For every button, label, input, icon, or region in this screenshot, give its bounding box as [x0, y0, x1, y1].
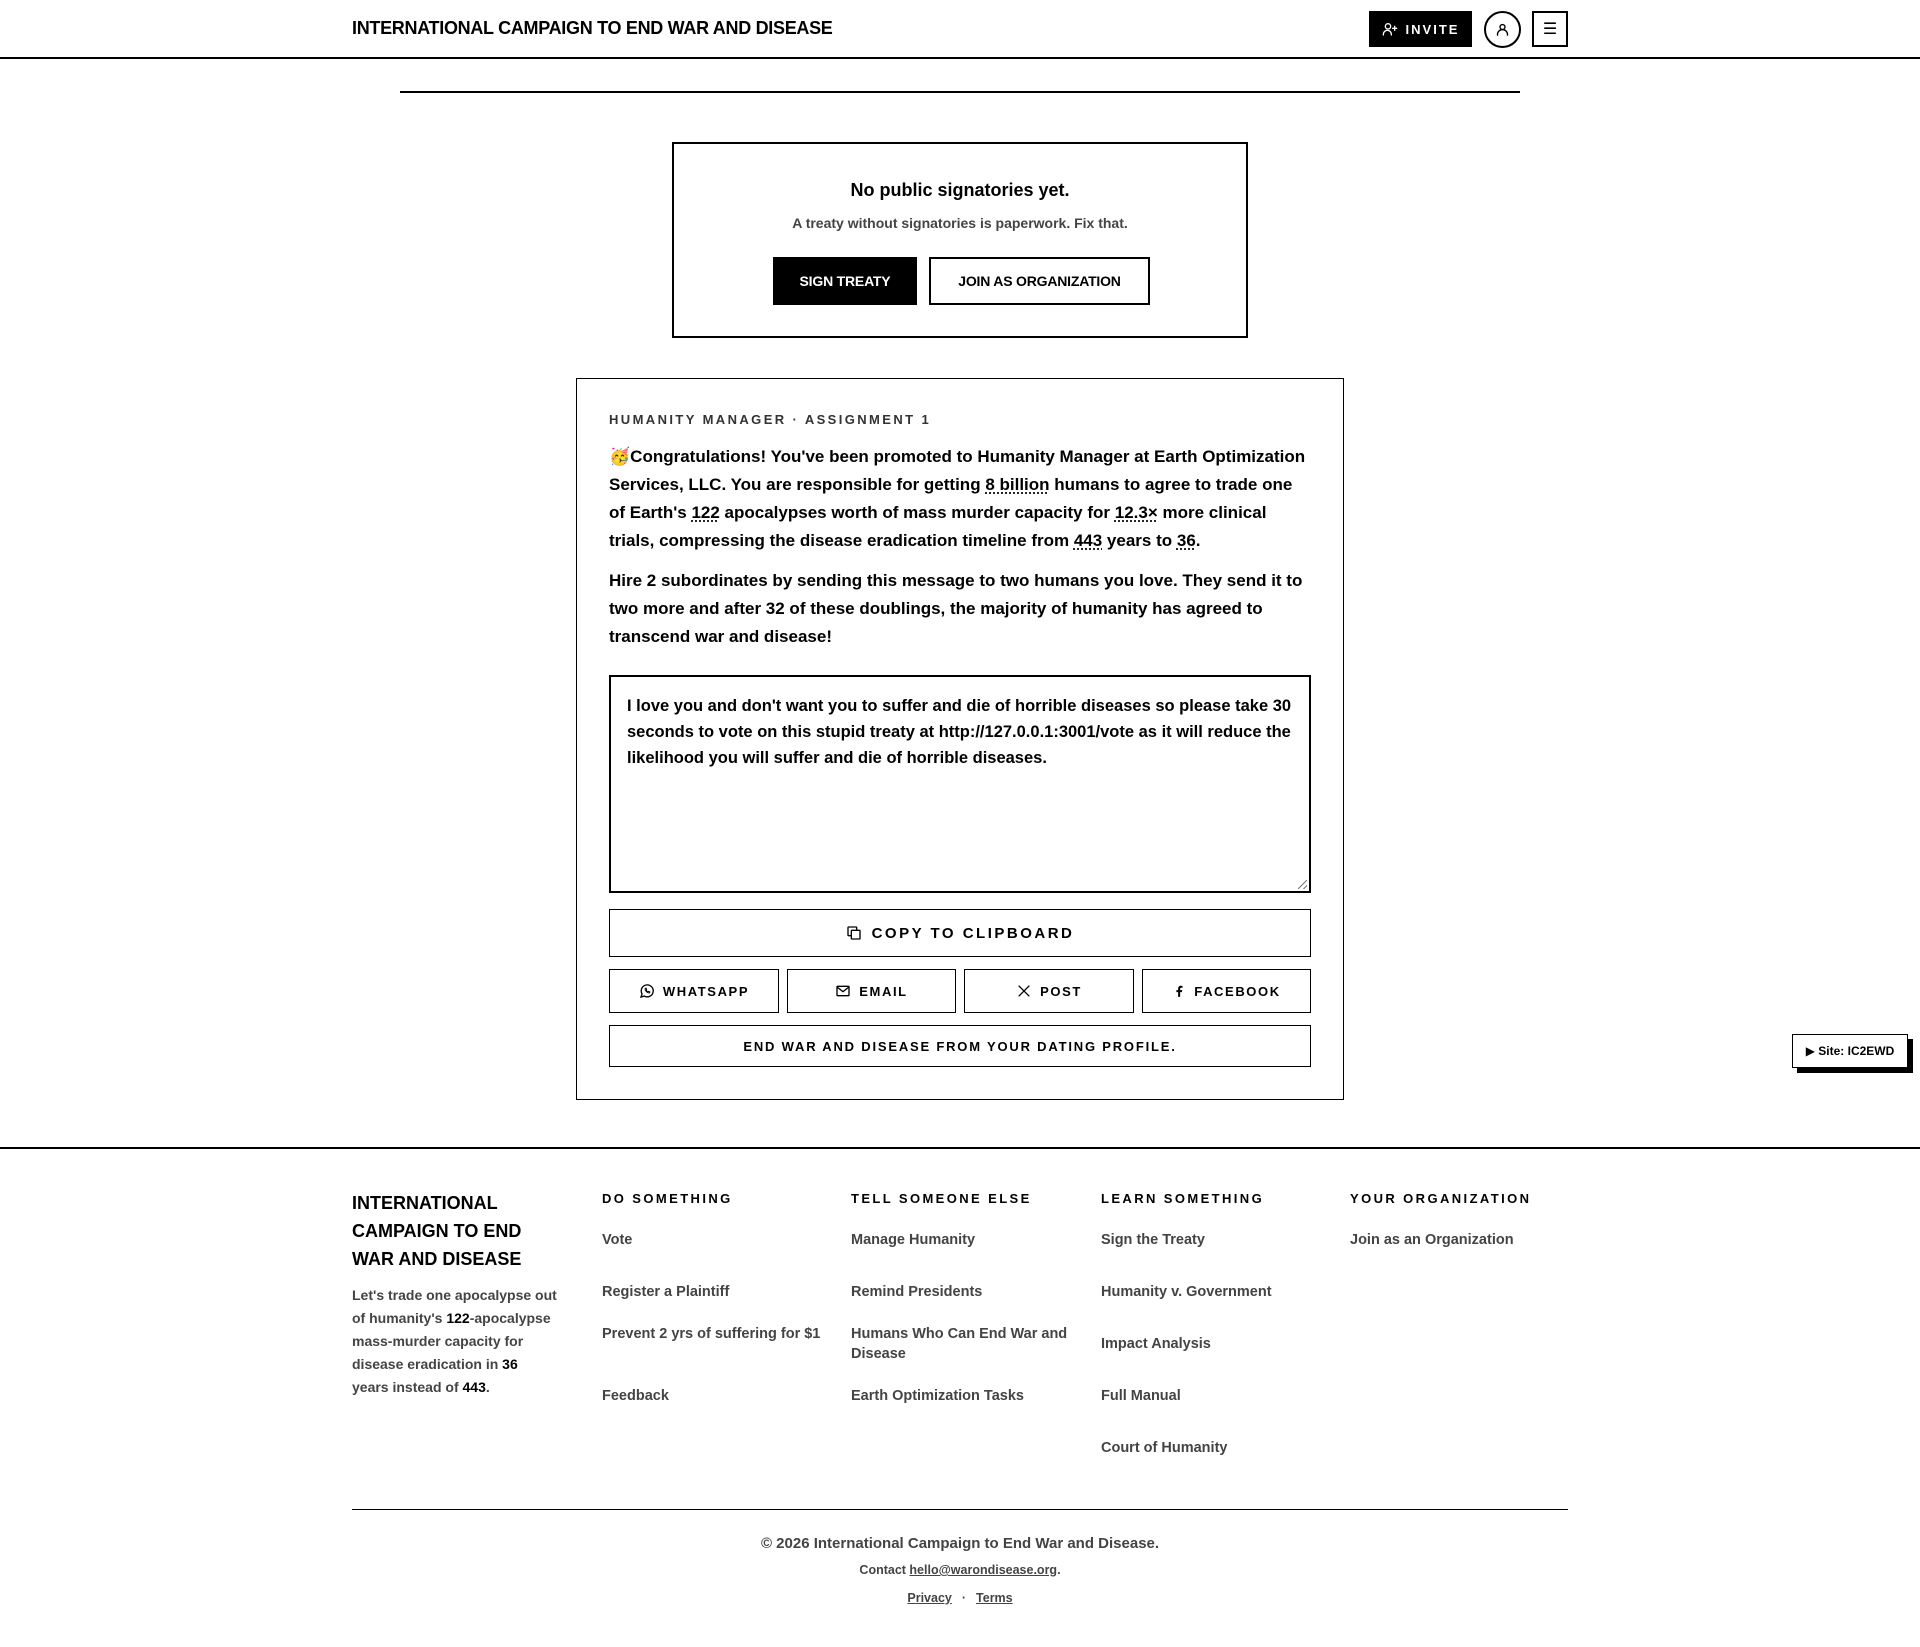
- congratulations-text: [609, 443, 1309, 555]
- footer-link-humanity-v-government[interactable]: Humanity v. Government: [1101, 1284, 1272, 1300]
- footer-description: [352, 1284, 557, 1399]
- copy-label: COPY TO CLIPBOARD: [871, 924, 1075, 942]
- site-header: [0, 0, 1920, 59]
- footer-link-feedback[interactable]: Feedback: [602, 1388, 669, 1404]
- contact-suffix: .: [1057, 1563, 1061, 1577]
- apocalypses-count: 122: [691, 503, 720, 522]
- desc-years-from: 443: [462, 1379, 486, 1395]
- assignment-card: [576, 378, 1344, 1100]
- desc-part: Let's trade one apocalypse out of humanity's: [352, 1287, 557, 1326]
- footer-link-impact-analysis[interactable]: Impact Analysis: [1101, 1336, 1211, 1352]
- site-brand[interactable]: INTERNATIONAL CAMPAIGN TO END WAR AND DISEASE: [352, 18, 833, 38]
- share-email-button[interactable]: [787, 969, 956, 1013]
- contact-email-link[interactable]: hello@warondisease.org: [909, 1563, 1058, 1577]
- user-icon: [1495, 22, 1510, 37]
- footer-link-manage-humanity[interactable]: Manage Humanity: [851, 1232, 976, 1248]
- footer-link-sign-treaty[interactable]: Sign the Treaty: [1101, 1232, 1205, 1248]
- congrats-part: more clinical trials, compressing the disease eradication timeline from: [609, 503, 1267, 550]
- footer-link-remind-presidents[interactable]: Remind Presidents: [851, 1284, 983, 1300]
- footer-link-full-manual[interactable]: Full Manual: [1101, 1388, 1181, 1404]
- contact-prefix: Contact: [859, 1563, 910, 1577]
- footer-divider: [0, 1147, 1920, 1149]
- humans-count: 8 billion: [985, 475, 1050, 494]
- footer-link-earth-tasks[interactable]: Earth Optimization Tasks: [851, 1388, 1024, 1404]
- invite-label: INVITE: [1405, 21, 1460, 37]
- footer-link-join-organization[interactable]: Join as an Organization: [1350, 1232, 1514, 1248]
- congrats-part: .: [1195, 531, 1201, 550]
- footer-col-do-something-title: DO SOMETHING: [602, 1191, 733, 1206]
- signatories-panel: [672, 142, 1248, 338]
- terms-link[interactable]: Terms: [976, 1591, 1013, 1605]
- footer-brand: INTERNATIONAL CAMPAIGN TO END WAR AND DISEASE: [352, 1193, 522, 1269]
- desc-part: .: [485, 1379, 490, 1395]
- signatories-title: No public signatories yet.: [850, 180, 1070, 200]
- whatsapp-label: WHATSAPP: [662, 983, 750, 999]
- legal-links: [0, 1591, 1920, 1605]
- desc-apocalypses: 122: [446, 1310, 470, 1326]
- sign-treaty-button[interactable]: SIGN TREATY: [773, 257, 917, 305]
- menu-button[interactable]: [1532, 11, 1568, 47]
- share-facebook-button[interactable]: [1142, 969, 1311, 1013]
- footer-link-humans-who-can[interactable]: Humans Who Can End War and Disease: [851, 1326, 1068, 1362]
- signatories-subtitle: A treaty without signatories is paperwork. Fix that.: [792, 215, 1128, 231]
- footer-bottom-divider: [352, 1509, 1568, 1510]
- years-to: 36: [1176, 531, 1196, 550]
- congrats-part: Congratulations! You've been promoted to Humanity Manager at Earth Optimization Services, LLC. You are responsible for getting: [609, 447, 1306, 494]
- share-post-button[interactable]: [964, 969, 1134, 1013]
- site-badge[interactable]: ▶ Site: IC2EWD: [1792, 1034, 1908, 1068]
- facebook-icon: [1172, 982, 1186, 1000]
- facebook-label: FACEBOOK: [1194, 983, 1281, 999]
- party-emoji: 🥳: [609, 447, 631, 466]
- years-from: 443: [1073, 531, 1103, 550]
- post-label: POST: [1040, 983, 1082, 999]
- hire-instructions: Hire 2 subordinates by sending this message to two humans you love. They send it to two more and after 32 of these doublings, the majority of humanity has agreed to transcend war and disease!: [609, 571, 1303, 646]
- congrats-part: humans to agree to trade one of Earth's: [609, 475, 1293, 522]
- footer-link-register-plaintiff[interactable]: Register a Plaintiff: [602, 1284, 730, 1300]
- mail-icon: [835, 983, 851, 999]
- share-whatsapp-button[interactable]: [609, 969, 779, 1013]
- copyright-text: © 2026 International Campaign to End War and Disease.: [760, 1535, 1160, 1552]
- join-organization-button[interactable]: JOIN AS ORGANIZATION: [929, 257, 1150, 305]
- privacy-link[interactable]: Privacy: [907, 1591, 952, 1605]
- footer-link-vote[interactable]: Vote: [602, 1232, 633, 1248]
- add-user-icon: [1382, 21, 1398, 37]
- message-textarea[interactable]: [609, 675, 1311, 893]
- footer-col-organization-title: YOUR ORGANIZATION: [1350, 1191, 1532, 1206]
- hamburger-icon: ☰: [1542, 21, 1558, 38]
- congrats-part: apocalypses worth of mass murder capacity for: [719, 503, 1115, 522]
- contact-line: [0, 1563, 1920, 1577]
- dating-profile-button[interactable]: END WAR AND DISEASE FROM YOUR DATING PROFILE.: [609, 1025, 1311, 1067]
- whatsapp-icon: [639, 983, 655, 999]
- section-divider: [400, 91, 1520, 93]
- trials-multiplier: 12.3×: [1114, 503, 1158, 522]
- assignment-label: HUMANITY MANAGER · ASSIGNMENT 1: [609, 412, 932, 427]
- legal-separator: ·: [961, 1591, 967, 1605]
- resize-handle[interactable]: [1298, 880, 1307, 889]
- desc-part: years instead of: [352, 1379, 463, 1395]
- copy-to-clipboard-button[interactable]: [609, 909, 1311, 957]
- congrats-part: years to: [1102, 531, 1177, 550]
- desc-years-to: 36: [502, 1356, 518, 1372]
- invite-button[interactable]: [1369, 11, 1472, 47]
- x-logo-icon: [1016, 983, 1032, 999]
- profile-button[interactable]: [1484, 11, 1521, 48]
- footer-col-learn-title: LEARN SOMETHING: [1101, 1191, 1265, 1206]
- desc-part: -apocalypse mass-murder capacity for disease eradication in: [352, 1310, 551, 1372]
- message-text: I love you and don't want you to suffer and die of horrible diseases so please take 30 seconds to vote on this stupid treaty at http://127.0.0.1:3001/vote as it will reduce the likelihood you will suffer and die of horrible diseases.: [627, 697, 1292, 767]
- email-label: EMAIL: [859, 983, 908, 999]
- footer-link-prevent-suffering[interactable]: Prevent 2 yrs of suffering for $1: [602, 1326, 821, 1342]
- footer-col-tell-someone-title: TELL SOMEONE ELSE: [851, 1191, 1032, 1206]
- copy-icon: [846, 925, 862, 941]
- footer-link-court-of-humanity[interactable]: Court of Humanity: [1101, 1440, 1228, 1456]
